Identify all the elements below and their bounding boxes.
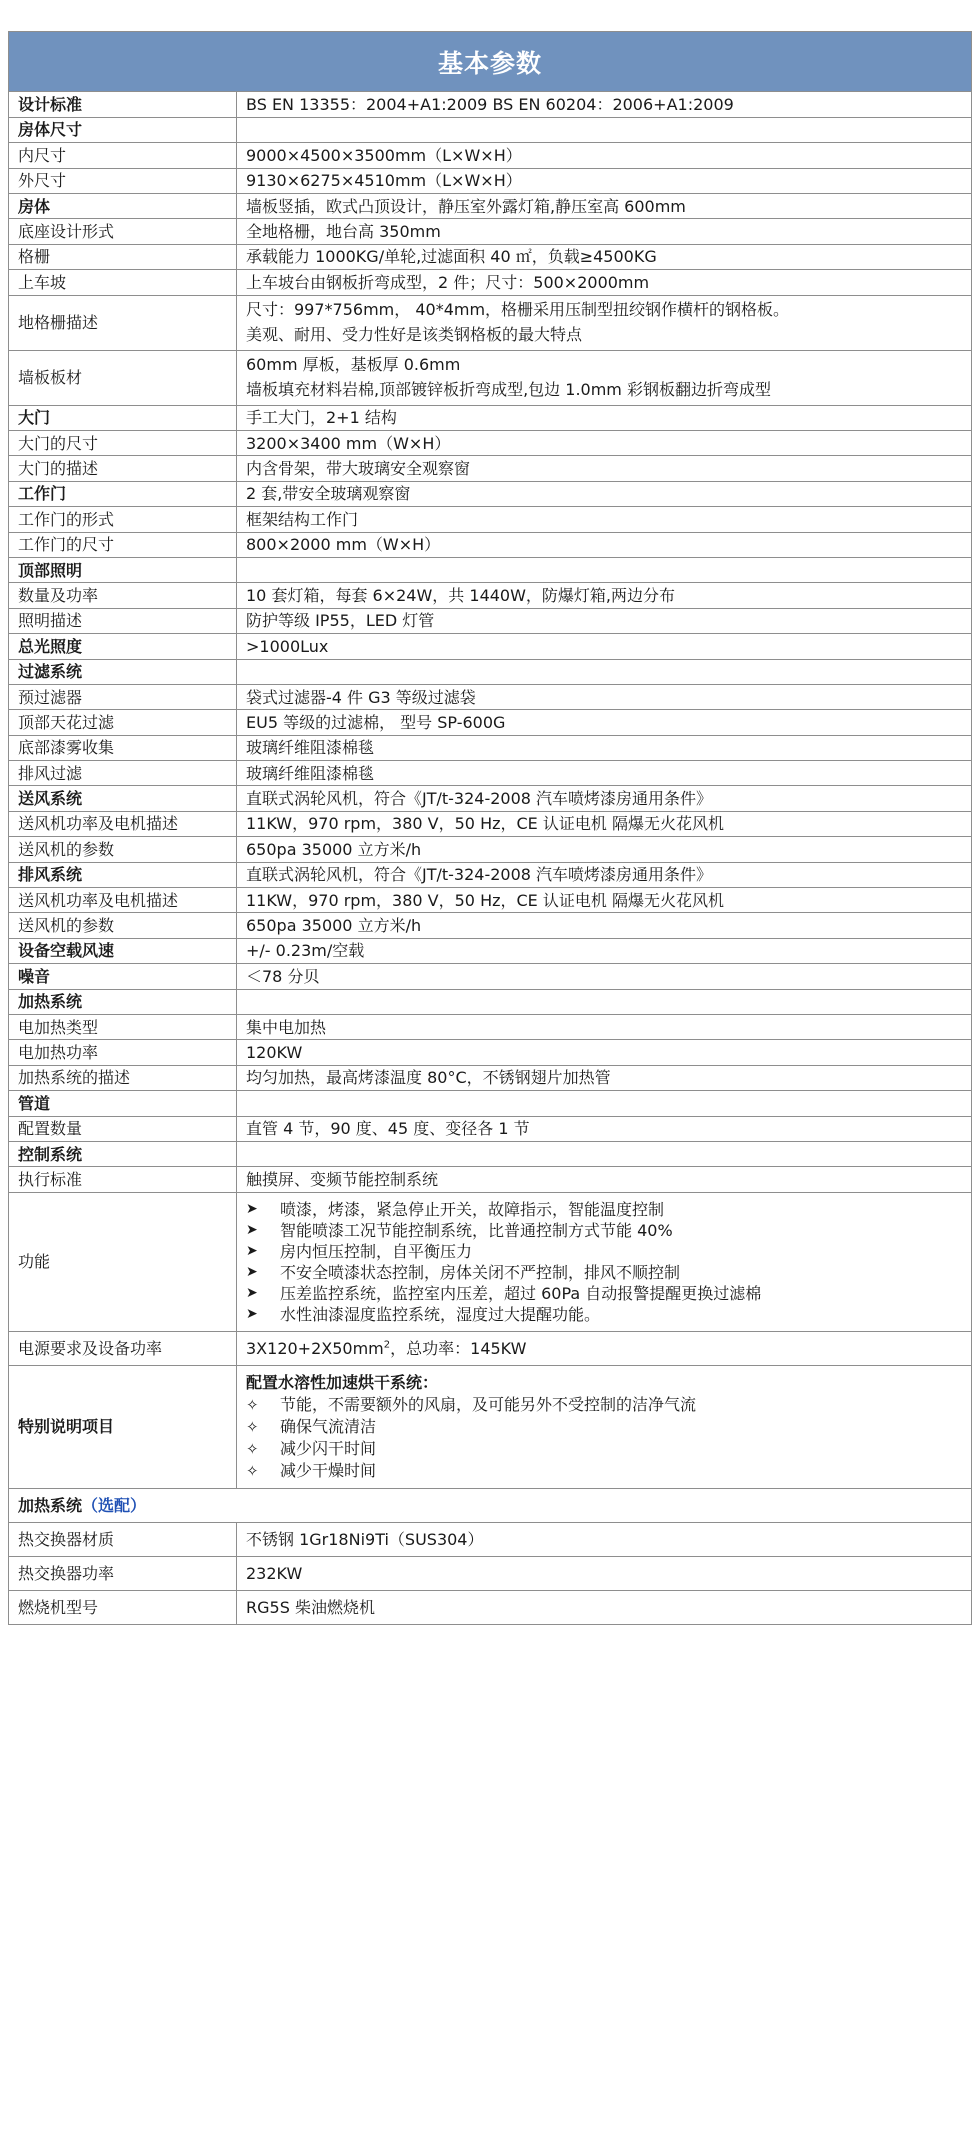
value-line: 尺寸：997*756mm， 40*4mm，格栅采用压制型扭绞钢作横杆的钢格板。: [246, 300, 790, 320]
row-label: 上车坡: [9, 270, 237, 295]
table-row: [9, 405, 971, 430]
row-value: 不锈钢 1Gr18Ni9Ti（SUS304）: [237, 1522, 972, 1556]
arrowhead-bullet-icon: ➤: [246, 1221, 258, 1238]
row-value: 玻璃纤维阻漆棉毯: [237, 761, 972, 786]
row-label: 房体: [9, 194, 237, 219]
table-row: [9, 659, 971, 684]
row-label: 底座设计形式: [9, 219, 237, 244]
row-label: 大门的尺寸: [9, 431, 237, 456]
row-value-bullets: [237, 1192, 972, 1331]
table-row: [9, 862, 971, 887]
row-label: 电加热类型: [9, 1015, 237, 1040]
row-value: 均匀加热，最高烤漆温度 80°C，不锈钢翅片加热管: [237, 1065, 972, 1090]
arrowhead-bullet-icon: ➤: [246, 1263, 258, 1280]
bullet-item: [246, 1304, 962, 1325]
bullet-text: 不安全喷漆状态控制，房体关闭不严控制，排风不顺控制: [280, 1262, 681, 1282]
row-value: 手工大门，2+1 结构: [237, 405, 972, 430]
table-row-function: [9, 1192, 971, 1331]
row-value: BS EN 13355：2004+A1:2009 BS EN 60204：2006+A1:2009: [237, 92, 972, 117]
value-line: 60mm 厚板，基板厚 0.6mm: [246, 355, 461, 375]
power-spec-superscript: 2: [383, 1339, 391, 1351]
table-row: [9, 143, 971, 168]
row-label: 配置数量: [9, 1116, 237, 1141]
row-value: 11KW，970 rpm，380 V，50 Hz，CE 认证电机 隔爆无火花风机: [237, 888, 972, 913]
row-label: 墙板板材: [9, 350, 237, 405]
row-label: 设备空载风速: [9, 938, 237, 963]
table-row: [9, 1590, 971, 1624]
table-row: [9, 1091, 971, 1116]
value-line: 墙板填充材料岩棉,顶部镀锌板折弯成型,包边 1.0mm 彩钢板翻边折弯成型: [246, 379, 771, 399]
row-label: 地格栅描述: [9, 295, 237, 350]
table-row: [9, 811, 971, 836]
special-item: [246, 1394, 962, 1416]
table-row: [9, 117, 971, 142]
row-value: 650pa 35000 立方米/h: [237, 913, 972, 938]
row-label: 工作门: [9, 481, 237, 506]
table-row: [9, 1040, 971, 1065]
row-label: 总光照度: [9, 634, 237, 659]
row-label: 过滤系统: [9, 659, 237, 684]
bullet-text: 房内恒压控制，自平衡压力: [280, 1241, 473, 1261]
row-value: 触摸屏、变频节能控制系统: [237, 1167, 972, 1192]
row-value: 上车坡台由钢板折弯成型，2 件；尺寸：500×2000mm: [237, 270, 972, 295]
row-label: 大门的描述: [9, 456, 237, 481]
bullet-item: [246, 1199, 962, 1220]
row-value: 9000×4500×3500mm（L×W×H）: [237, 143, 972, 168]
row-value: +/- 0.23m/空载: [237, 938, 972, 963]
bullet-text: 压差监控系统，监控室内压差，超过 60Pa 自动报警提醒更换过滤棉: [280, 1283, 762, 1303]
arrowhead-bullet-icon: ➤: [246, 1305, 258, 1322]
table-row: [9, 1522, 971, 1556]
spec-table: [9, 92, 971, 1624]
table-row: [9, 1015, 971, 1040]
table-row: [9, 92, 971, 117]
table-row: [9, 761, 971, 786]
table-row-special: [9, 1365, 971, 1488]
table-row: [9, 350, 971, 405]
four-point-star-bullet-icon: ✧: [246, 1461, 259, 1480]
row-value: >1000Lux: [237, 634, 972, 659]
row-label: 房体尺寸: [9, 117, 237, 142]
row-value: ＜78 分贝: [237, 964, 972, 989]
table-row: [9, 735, 971, 760]
row-value: [237, 1331, 972, 1365]
table-row: [9, 270, 971, 295]
row-label: 预过滤器: [9, 684, 237, 709]
bullet-text: 水性油漆湿度监控系统，湿度过大提醒功能。: [280, 1304, 601, 1324]
row-value: [237, 1141, 972, 1166]
table-row: [9, 295, 971, 350]
row-label: 送风系统: [9, 786, 237, 811]
table-row: [9, 1331, 971, 1365]
row-value: 11KW，970 rpm，380 V，50 Hz，CE 认证电机 隔爆无火花风机: [237, 811, 972, 836]
row-label: 送风机功率及电机描述: [9, 888, 237, 913]
row-value: 直管 4 节，90 度、45 度、变径各 1 节: [237, 1116, 972, 1141]
row-value-special: [237, 1365, 972, 1488]
row-label: 噪音: [9, 964, 237, 989]
row-label: 顶部照明: [9, 557, 237, 582]
row-value: 直联式涡轮风机，符合《JT/t-324-2008 汽车喷烤漆房通用条件》: [237, 862, 972, 887]
four-point-star-bullet-icon: ✧: [246, 1439, 259, 1458]
special-heading: 配置水溶性加速烘干系统：: [246, 1372, 439, 1392]
power-spec: 3X120+2X50mm: [246, 1338, 384, 1358]
row-label: 执行标准: [9, 1167, 237, 1192]
table-row: [9, 1167, 971, 1192]
table-row: [9, 431, 971, 456]
special-text: 节能，不需要额外的风扇，及可能另外不受控制的洁净气流: [280, 1395, 697, 1415]
row-label: 加热系统: [9, 989, 237, 1014]
value-line: 美观、耐用、受力性好是该类钢格板的最大特点: [246, 324, 583, 344]
table-row: [9, 1556, 971, 1590]
row-label: 热交换器功率: [9, 1556, 237, 1590]
row-label: 功能: [9, 1192, 237, 1331]
row-label: 送风机的参数: [9, 913, 237, 938]
row-label: 底部漆雾收集: [9, 735, 237, 760]
bullet-text: 喷漆，烤漆，紧急停止开关，故障指示，智能温度控制: [280, 1199, 665, 1219]
row-value: [237, 557, 972, 582]
parameter-table: [8, 31, 972, 1625]
special-item: [246, 1460, 962, 1482]
table-row: [9, 837, 971, 862]
row-label: 送风机功率及电机描述: [9, 811, 237, 836]
row-label: 设计标准: [9, 92, 237, 117]
table-row: [9, 583, 971, 608]
row-value: 墙板竖插，欧式凸顶设计，静压室外露灯箱,静压室高 600mm: [237, 194, 972, 219]
row-label: 特别说明项目: [9, 1365, 237, 1488]
row-value: [237, 295, 972, 350]
row-value: 120KW: [237, 1040, 972, 1065]
row-label: 排风过滤: [9, 761, 237, 786]
row-value: 800×2000 mm（W×H）: [237, 532, 972, 557]
row-value: 内含骨架，带大玻璃安全观察窗: [237, 456, 972, 481]
bullet-item: [246, 1241, 962, 1262]
four-point-star-bullet-icon: ✧: [246, 1417, 259, 1436]
row-value: RG5S 柴油燃烧机: [237, 1590, 972, 1624]
row-label: 排风系统: [9, 862, 237, 887]
arrowhead-bullet-icon: ➤: [246, 1242, 258, 1259]
table-row: [9, 456, 971, 481]
special-item: [246, 1438, 962, 1460]
special-text: 减少干燥时间: [280, 1461, 377, 1481]
row-label: 格栅: [9, 244, 237, 269]
table-row: [9, 194, 971, 219]
row-label: 电加热功率: [9, 1040, 237, 1065]
table-row: [9, 634, 971, 659]
table-row: [9, 557, 971, 582]
bullet-item: [246, 1220, 962, 1241]
special-item: [246, 1416, 962, 1438]
row-value: 3200×3400 mm（W×H）: [237, 431, 972, 456]
row-label: 燃烧机型号: [9, 1590, 237, 1624]
row-value: [237, 989, 972, 1014]
row-label: 大门: [9, 405, 237, 430]
arrowhead-bullet-icon: ➤: [246, 1284, 258, 1301]
special-text: 确保气流清洁: [280, 1417, 377, 1437]
special-text: 减少闪干时间: [280, 1439, 377, 1459]
row-label: 加热系统的描述: [9, 1065, 237, 1090]
row-value: 全地格栅，地台高 350mm: [237, 219, 972, 244]
row-label: 送风机的参数: [9, 837, 237, 862]
row-label: 管道: [9, 1091, 237, 1116]
row-label: 顶部天花过滤: [9, 710, 237, 735]
table-row: [9, 913, 971, 938]
table-row: [9, 938, 971, 963]
arrowhead-bullet-icon: ➤: [246, 1200, 258, 1217]
row-value: 框架结构工作门: [237, 507, 972, 532]
table-row: [9, 964, 971, 989]
row-value: 玻璃纤维阻漆棉毯: [237, 735, 972, 760]
bullet-item: [246, 1262, 962, 1283]
power-total: ，总功率：145KW: [390, 1338, 527, 1358]
optional-note: （选配）: [82, 1495, 147, 1515]
table-row: [9, 507, 971, 532]
row-label: 工作门的尺寸: [9, 532, 237, 557]
row-value: 防护等级 IP55，LED 灯管: [237, 608, 972, 633]
table-row: [9, 1065, 971, 1090]
row-value: 2 套,带安全玻璃观察窗: [237, 481, 972, 506]
row-value: EU5 等级的过滤棉， 型号 SP-600G: [237, 710, 972, 735]
row-value: 直联式涡轮风机，符合《JT/t-324-2008 汽车喷烤漆房通用条件》: [237, 786, 972, 811]
table-row: [9, 244, 971, 269]
table-title: 基本参数: [437, 48, 542, 78]
row-value: 袋式过滤器-4 件 G3 等级过滤袋: [237, 684, 972, 709]
table-row: [9, 1141, 971, 1166]
bullet-item: [246, 1283, 962, 1304]
row-value: 9130×6275×4510mm（L×W×H）: [237, 168, 972, 193]
row-label: 控制系统: [9, 1141, 237, 1166]
row-value: [237, 350, 972, 405]
row-label: 热交换器材质: [9, 1522, 237, 1556]
table-row: [9, 710, 971, 735]
bullet-text: 智能喷漆工况节能控制系统，比普通控制方式节能 40%: [280, 1220, 673, 1240]
row-label: 数量及功率: [9, 583, 237, 608]
section-title: 加热系统: [18, 1495, 83, 1515]
row-value: 承载能力 1000KG/单轮,过滤面积 40 ㎡，负载≥4500KG: [237, 244, 972, 269]
table-row: [9, 989, 971, 1014]
row-label: 照明描述: [9, 608, 237, 633]
four-point-star-bullet-icon: ✧: [246, 1395, 259, 1414]
table-row: [9, 786, 971, 811]
table-row: [9, 1116, 971, 1141]
row-label: 内尺寸: [9, 143, 237, 168]
table-row: [9, 684, 971, 709]
table-row: [9, 532, 971, 557]
row-label: 工作门的形式: [9, 507, 237, 532]
table-row-section: [9, 1488, 971, 1522]
row-value: 650pa 35000 立方米/h: [237, 837, 972, 862]
row-label: 外尺寸: [9, 168, 237, 193]
table-row: [9, 481, 971, 506]
table-row: [9, 608, 971, 633]
row-label: 电源要求及设备功率: [9, 1331, 237, 1365]
table-row: [9, 888, 971, 913]
row-value: [237, 1091, 972, 1116]
row-value: [237, 659, 972, 684]
section-header: [9, 1488, 971, 1522]
row-value: [237, 117, 972, 142]
table-row: [9, 219, 971, 244]
row-value: 232KW: [237, 1556, 972, 1590]
row-value: 集中电加热: [237, 1015, 972, 1040]
table-row: [9, 168, 971, 193]
table-title-bar: [9, 32, 971, 92]
row-value: 10 套灯箱，每套 6×24W，共 1440W，防爆灯箱,两边分布: [237, 583, 972, 608]
